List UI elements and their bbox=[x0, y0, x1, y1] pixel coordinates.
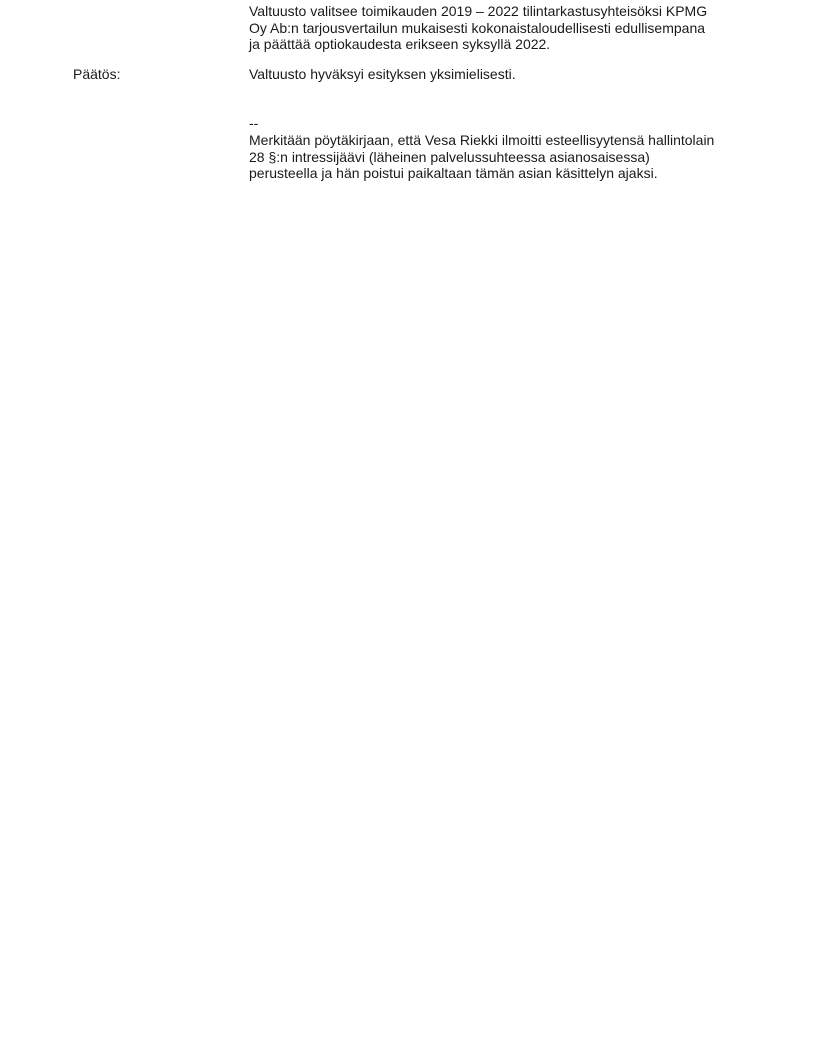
esitys-line-3: ja päättää optiokaudesta erikseen syksyllä 2022. bbox=[249, 36, 551, 52]
esitys-paragraph bbox=[249, 3, 707, 53]
merkinta-paragraph bbox=[249, 132, 714, 182]
merkinta-line-1: Merkitään pöytäkirjaan, että Vesa Riekki ilmoitti esteellisyytensä hallintolain bbox=[249, 132, 715, 148]
esitys-line-1: Valtuusto valitsee toimikauden 2019 – 2022 tilintarkastusyhteisöksi KPMG bbox=[249, 3, 708, 19]
paatos-label: Päätös: bbox=[73, 66, 121, 82]
esitys-line-2: Oy Ab:n tarjousvertailun mukaisesti kokonaistaloudellisesti edullisempana bbox=[249, 19, 706, 36]
separator-dashes: -- bbox=[249, 115, 259, 131]
merkinta-line-3: perusteella ja hän poistui paikaltaan tämän asian käsittelyn ajaksi. bbox=[249, 165, 658, 181]
merkinta-line-2: 28 §:n intressijäävi (läheinen palvelussuhteessa asianosaisessa) bbox=[249, 148, 650, 165]
paatos-text: Valtuusto hyväksyi esityksen yksimielisesti. bbox=[249, 66, 516, 82]
